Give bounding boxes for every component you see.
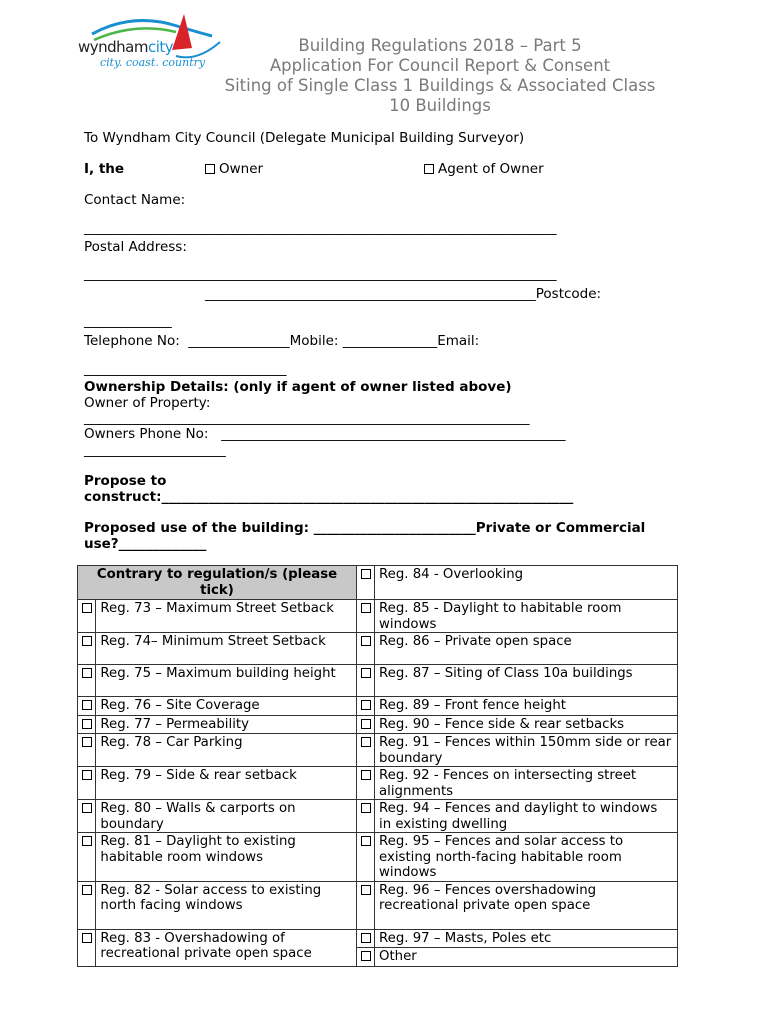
checkbox[interactable]: [361, 700, 371, 710]
owner-option[interactable]: Owner: [205, 161, 263, 177]
title-line-4: 10 Buildings: [389, 96, 491, 115]
checkbox[interactable]: [82, 719, 92, 729]
reg-94: Reg. 94 – Fences and daylight to windows in existing dwelling: [375, 800, 678, 833]
owner-property-label: Owner of Property:: [84, 395, 211, 411]
reg-78: Reg. 78 – Car Parking: [96, 734, 357, 767]
reg-91: Reg. 91 – Fences within 150mm side or rear boundary: [375, 734, 678, 767]
checkbox[interactable]: [361, 636, 371, 646]
agent-option[interactable]: Agent of Owner: [424, 161, 544, 177]
title-line-2: Application For Council Report & Consent: [269, 56, 611, 75]
checkbox[interactable]: [361, 933, 371, 943]
checkbox[interactable]: [82, 836, 92, 846]
checkbox[interactable]: [361, 719, 371, 729]
logo-wordmark: wyndhamcity: [78, 38, 174, 56]
title-line-1: Building Regulations 2018 – Part 5: [298, 36, 582, 55]
reg-85: Reg. 85 - Daylight to habitable room windows: [375, 600, 678, 633]
checkbox[interactable]: [361, 770, 371, 780]
checkbox[interactable]: [361, 668, 371, 678]
proposed-use-row[interactable]: Proposed use of the building: ________________________Private or Commercial: [84, 520, 646, 536]
reg-90: Reg. 90 – Fence side & rear setbacks: [375, 715, 678, 734]
regulations-table: [77, 565, 678, 967]
checkbox[interactable]: [361, 803, 371, 813]
postal-address-field[interactable]: ______________________________________________________________________: [84, 266, 557, 282]
checkbox[interactable]: [82, 933, 92, 943]
construct-field[interactable]: construct:_____________________________________________________________: [84, 489, 574, 505]
reg-74: Reg. 74– Minimum Street Setback: [96, 633, 357, 665]
checkbox[interactable]: [361, 951, 371, 961]
addressee: To Wyndham City Council (Delegate Municipal Building Surveyor): [84, 130, 525, 146]
checkbox[interactable]: [82, 700, 92, 710]
checkbox[interactable]: [82, 603, 92, 613]
owners-phone-row[interactable]: Owners Phone No: ___________________________________________________: [84, 426, 566, 442]
email-field[interactable]: ______________________________: [84, 361, 287, 377]
reg-80: Reg. 80 – Walls & carports on boundary: [96, 800, 357, 833]
reg-97: Reg. 97 – Masts, Poles etc: [375, 929, 678, 948]
document-title: [200, 36, 680, 116]
title-line-3: Siting of Single Class 1 Buildings & Associated Class: [224, 76, 656, 95]
checkbox[interactable]: [82, 770, 92, 780]
postcode-field[interactable]: _____________: [84, 313, 172, 329]
postcode-row[interactable]: _________________________________________________Postcode:: [205, 286, 602, 302]
owners-phone-tail[interactable]: _____________________: [84, 442, 226, 458]
reg-81: Reg. 81 – Daylight to existing habitable room windows: [96, 833, 357, 882]
table-header: Contrary to regulation/s (please tick): [78, 566, 357, 600]
reg-87: Reg. 87 – Siting of Class 10a buildings: [375, 665, 678, 697]
checkbox[interactable]: [82, 885, 92, 895]
other: Other: [375, 948, 678, 967]
owner-checkbox[interactable]: [205, 164, 215, 174]
proposed-use-tail[interactable]: use?_____________: [84, 536, 207, 552]
checkbox[interactable]: [361, 603, 371, 613]
reg-75: Reg. 75 – Maximum building height: [96, 665, 357, 697]
checkbox[interactable]: [361, 737, 371, 747]
reg-79: Reg. 79 – Side & rear setback: [96, 767, 357, 800]
checkbox[interactable]: [361, 836, 371, 846]
contact-name-label: Contact Name:: [84, 192, 186, 208]
checkbox[interactable]: [361, 569, 371, 579]
owner-property-field[interactable]: __________________________________________________________________: [84, 410, 530, 426]
ownership-heading: Ownership Details: (only if agent of owner listed above): [84, 379, 512, 395]
propose-label: Propose to: [84, 473, 167, 489]
reg-83: Reg. 83 - Overshadowing of recreational private open space: [96, 929, 357, 966]
reg-84: Reg. 84 - Overlooking: [375, 566, 678, 600]
reg-86: Reg. 86 – Private open space: [375, 633, 678, 665]
reg-73: Reg. 73 – Maximum Street Setback: [96, 600, 357, 633]
contact-name-field[interactable]: ______________________________________________________________________: [84, 220, 557, 236]
checkbox[interactable]: [82, 636, 92, 646]
reg-96: Reg. 96 – Fences overshadowing recreational private open space: [375, 881, 678, 929]
reg-95: Reg. 95 – Fences and solar access to existing north-facing habitable room windows: [375, 833, 678, 882]
checkbox[interactable]: [82, 737, 92, 747]
postal-address-label: Postal Address:: [84, 239, 187, 255]
reg-89: Reg. 89 – Front fence height: [375, 697, 678, 716]
checkbox[interactable]: [82, 668, 92, 678]
reg-76: Reg. 76 – Site Coverage: [96, 697, 357, 716]
checkbox[interactable]: [82, 803, 92, 813]
telephone-row[interactable]: Telephone No: _______________Mobile: ______________Email:: [84, 333, 480, 349]
checkbox[interactable]: [361, 885, 371, 895]
applicant-label: I, the: [84, 161, 125, 177]
reg-77: Reg. 77 – Permeability: [96, 715, 357, 734]
agent-checkbox[interactable]: [424, 164, 434, 174]
logo-tagline: city. coast. country: [100, 56, 206, 69]
reg-92: Reg. 92 - Fences on intersecting street alignments: [375, 767, 678, 800]
reg-82: Reg. 82 - Solar access to existing north facing windows: [96, 881, 357, 929]
